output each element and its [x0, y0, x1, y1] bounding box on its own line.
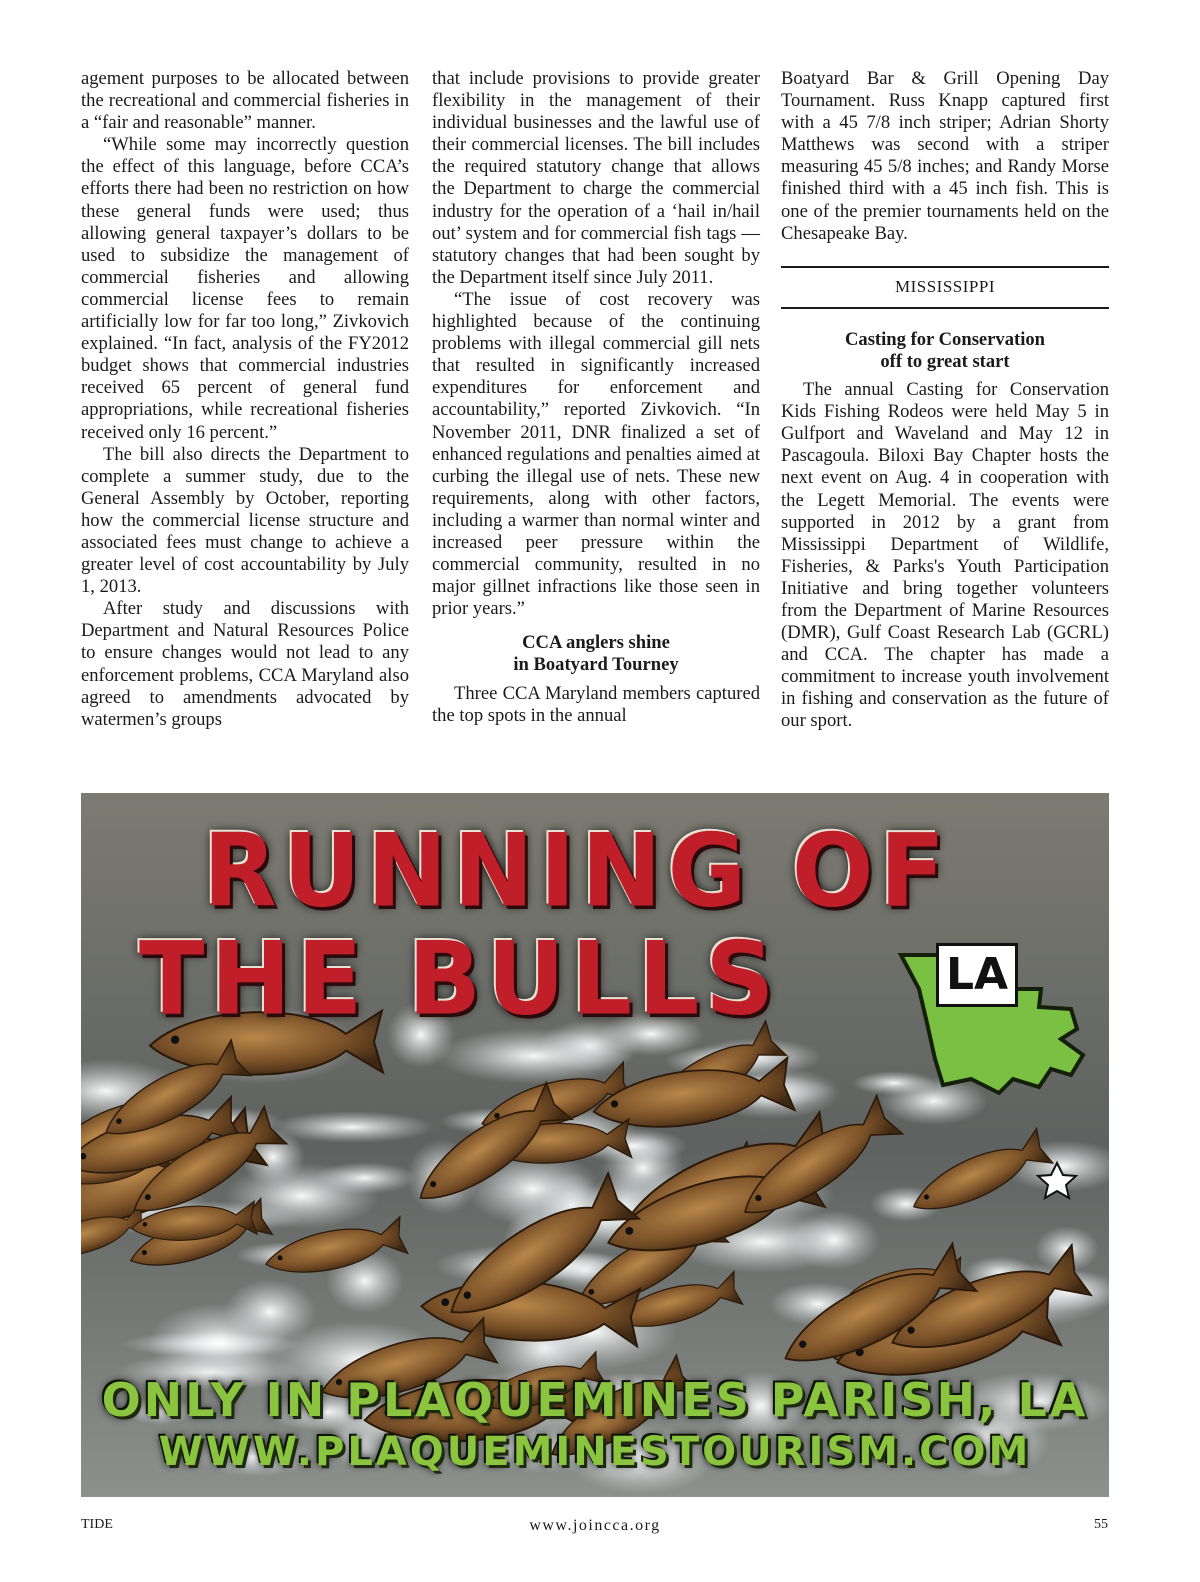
water-foam: [313, 1162, 417, 1194]
ad-url: WWW.PLAQUEMINESTOURISM.COM: [158, 1429, 1032, 1475]
paragraph: The annual Casting for Conservation Kids Fishing Rodeos were held May 5 in Gulfport and Waveland and May 12 in Pascagoula. Biloxi Bay Chapter hosts the next event on Aug. 4 in cooperation with the Legett Memorial. The events were supported in 2012 by a grant from Mississippi Department of Wildlife, Fisheries, & Parks's Youth Participation Initiative and bring together volunteers from the Department of Marine Resources (DMR), Gulf Coast Research Lab (GCRL) and CCA. The chapter has made a commitment to increase youth involvement in fishing and conservation as the future of our sport.: [781, 379, 1109, 732]
footer-website-link[interactable]: www.joincca.org: [529, 1517, 661, 1534]
subheadline-line: off to great start: [880, 350, 1010, 372]
subheadline-line: Casting for Conservation: [844, 328, 1046, 350]
subheadline-casting: [781, 329, 1109, 373]
subheadline-line: CCA anglers shine: [522, 632, 670, 654]
paragraph: “While some may incorrectly question the effect of this language, before CCA’s efforts there had been no restriction on how these general funds were used; thus allowing general taxpayer’s dollars to be used to subsidize the management of commercial fisheries and allowing commercial license fees to remain artificially low for far too long,” Zivkovich explained. “In fact, analysis of the FY2012 budget shows that commercial industries received 65 percent of general fund appropriations, while recreational fisheries received only 16 percent.”: [81, 134, 409, 443]
water-foam: [788, 1210, 880, 1270]
ad-headline-line-1: RUNNING OF: [203, 812, 952, 930]
subheadline-line: in Boatyard Tourney: [513, 654, 679, 676]
advertisement-running-of-the-bulls: [81, 793, 1109, 1497]
page-number: 55: [1094, 1517, 1108, 1532]
section-header-mississippi: MISSISSIPPI: [781, 266, 1109, 309]
paragraph: Three CCA Maryland members captured the top spots in the annual: [432, 682, 760, 726]
paragraph: agement purposes to be allocated between the recreational and commercial fisheries in a “fair and reasonable” manner.: [81, 68, 409, 134]
paragraph: Boatyard Bar & Grill Opening Day Tournament. Russ Knapp captured first with a 45 7/8 inch striper; Adrian Shorty Matthews was second with a striper measuring 45 5/8 inches; and Randy Morse finished third with a 45 inch fish. This is one of the premier tournaments held on the Chesapeake Bay.: [781, 68, 1109, 244]
state-abbreviation-label: LA: [936, 943, 1018, 1007]
subheadline-boatyard: [432, 632, 760, 676]
article-column-1: [81, 68, 409, 731]
water-foam: [880, 1077, 988, 1125]
ad-headline-line-2: THE BULLS: [139, 920, 781, 1038]
ad-tagline: ONLY IN PLAQUEMINES PARISH, LA: [101, 1373, 1089, 1427]
paragraph: After study and discussions with Department and Natural Resources Police to ensure changes would not lead to any enforcement problems, CCA Maryland also agreed to amendments advocated by watermen’s groups: [81, 598, 409, 730]
paragraph: that include provisions to provide greater flexibility in the management of their individual businesses and the lawful use of their commercial licenses. The bill includes the required statutory change that allows the Department to charge the commercial industry for the operation of a ‘hail in/hail out’ system and for commercial fish tags — statutory changes that had been sought by the Department itself since July 2011.: [432, 68, 760, 288]
water-foam: [148, 1303, 290, 1381]
paragraph: The bill also directs the Department to complete a summer study, due to the General Assembly by October, reporting how the commercial license structure and associated fees must change to achieve a greater level of cost accountability by July 1, 2013.: [81, 443, 409, 598]
paragraph: “The issue of cost recovery was highlighted because of the continuing problems with illegal commercial gill nets that resulted in significantly increased expenditures for enforcement and accountability,” reported Zivkovich. “In November 2011, DNR finalized a set of enhanced regulations and penalties aimed at curbing the illegal use of nets. These new requirements, along with other factors, including a warmer than normal winter and increased peer pressure within the commercial community, resulted in no major gillnet infractions like those seen in prior years.”: [432, 288, 760, 620]
article-column-2: [432, 68, 760, 727]
footer-publication-name: TIDE: [81, 1517, 113, 1532]
article-column-3: [781, 68, 1109, 733]
